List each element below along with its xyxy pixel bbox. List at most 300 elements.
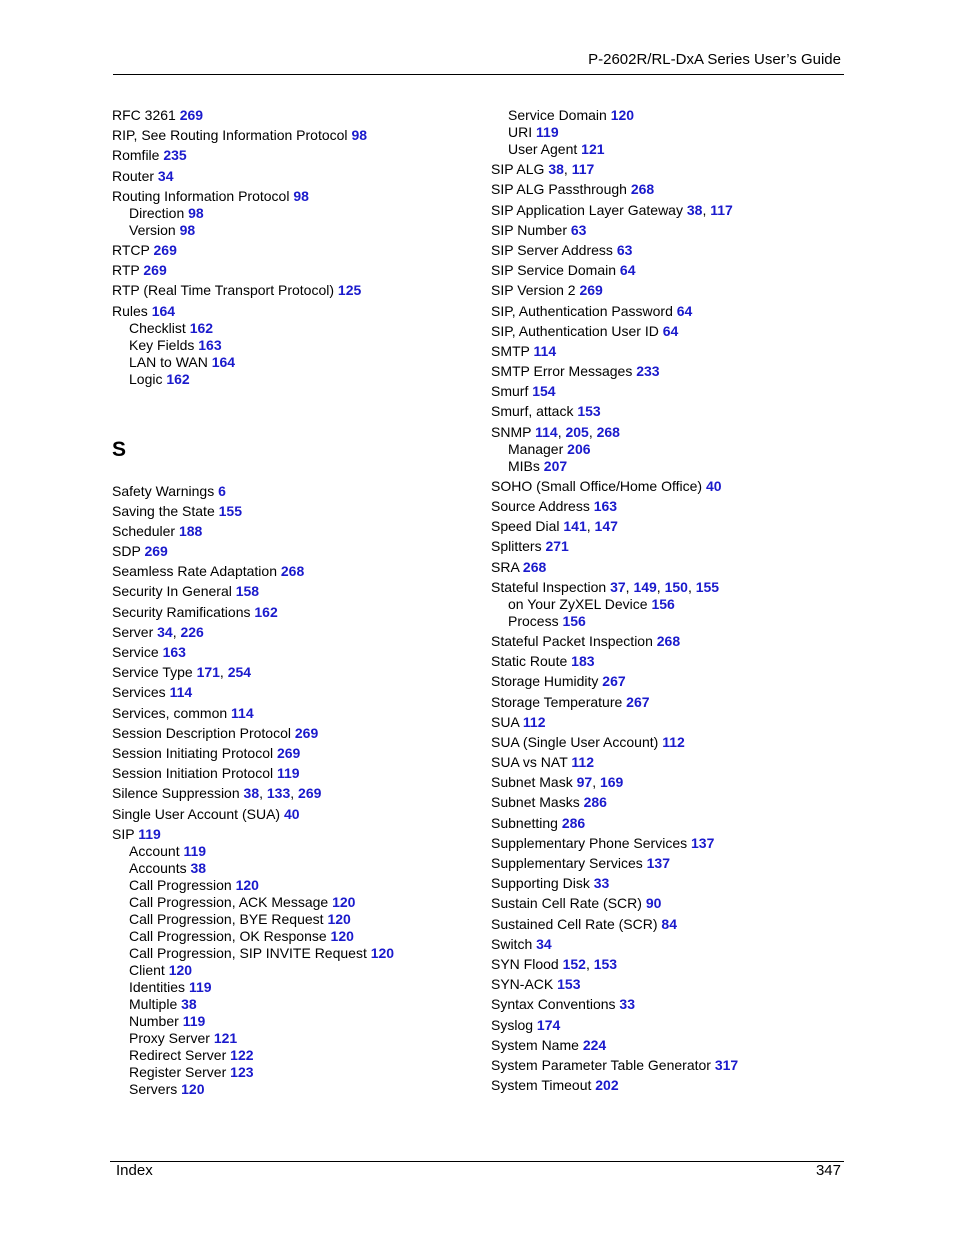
header-rule [113,74,844,75]
index-entry-stateful-inspection [491,579,851,596]
index-entry-supplementary-phone-services [491,835,851,852]
page-link[interactable]: 63 [616,241,633,258]
page-link[interactable]: 206 [567,440,591,457]
index-subentry-mibs [491,458,851,475]
index-subentry-on-your-zyxel-device [491,596,851,613]
index-entry-supporting-disk [491,875,851,892]
index-term: Scheduler [112,522,176,539]
page-link[interactable]: 149 [633,578,657,595]
page-link[interactable]: 271 [545,538,569,555]
index-entry-sip-version-2 [491,282,851,299]
index-term: Client [129,961,165,978]
index-term: SNMP [491,423,532,440]
footer-page-number: 347 [815,1162,841,1179]
page-link[interactable]: 267 [626,693,650,710]
index-entry-scheduler [112,523,472,540]
index-term: SIP [112,825,135,842]
page-link[interactable]: 121 [581,141,605,157]
page-link[interactable]: 207 [543,457,568,474]
page-separator: , [656,578,665,595]
page-link[interactable]: 38 [686,201,703,218]
page-link[interactable]: 34 [157,167,174,184]
page-link[interactable]: 33 [593,875,610,892]
page-link[interactable]: 162 [254,603,278,620]
index-subentry-client [112,962,472,979]
page-link[interactable]: 90 [645,895,662,912]
index-term: SIP, Authentication User ID [491,322,659,339]
page-link[interactable]: 117 [571,161,595,178]
index-entry-seamless-rate-adaptation [112,563,472,580]
page-separator: , [687,578,696,595]
index-subentry-process [491,613,851,630]
index-column-left [112,107,472,1098]
page-link[interactable]: 267 [602,673,626,690]
index-subentry-register-server [112,1064,472,1081]
index-entry-soho-small-office-home-office [491,478,851,495]
page-link[interactable]: 254 [227,664,252,681]
page-link[interactable]: 269 [144,543,168,560]
index-term: SIP Server Address [491,241,613,258]
index-term: SOHO (Small Office/Home Office) [491,477,703,494]
index-term: Silence Suppression [112,785,240,802]
index-entry-subnet-mask [491,774,851,791]
index-term: Splitters [491,538,542,555]
page-link[interactable]: 268 [656,632,681,649]
page-link[interactable]: 120 [235,876,259,893]
index-entry-source-address [491,498,851,515]
page-link[interactable]: 153 [557,976,581,993]
page-link[interactable]: 34 [536,935,552,952]
index-entry-sua-vs-nat [491,754,851,771]
page-link[interactable]: 120 [181,1080,205,1097]
index-term: Number [129,1012,179,1029]
index-term: Routing Information Protocol [112,187,290,204]
page-link[interactable]: 137 [691,834,715,851]
index-entry-storage-temperature [491,694,851,711]
page-link[interactable]: 269 [294,724,319,741]
index-term: Security In General [112,583,232,600]
page-link[interactable]: 119 [188,978,212,995]
page-link[interactable]: 98 [188,204,204,221]
page-link[interactable]: 188 [178,522,203,539]
index-term: Session Initiation Protocol [112,765,274,782]
index-subentry-call-progression-ok-response [112,928,472,945]
index-term: SIP Number [491,221,567,238]
page-link[interactable]: 268 [280,563,305,580]
page-link[interactable]: 112 [662,733,685,750]
index-entry-subnet-masks [491,794,851,811]
index-term: Service [112,644,159,660]
index-entry-service-type [112,664,472,681]
index-term: Call Progression [129,876,232,893]
page-link[interactable]: 154 [532,383,556,400]
index-entry-sustain-cell-rate-scr [491,895,851,912]
index-term: Router [112,167,155,184]
index-term: Supplementary Services [491,855,643,871]
page-link[interactable]: 120 [168,961,193,978]
index-subentry-call-progression-bye-request [112,911,472,928]
index-entry-service [112,644,472,661]
index-entry-sip [112,826,472,843]
page-link[interactable]: 155 [695,578,720,595]
index-term: Logic [129,370,163,387]
page-link[interactable]: 120 [327,910,351,927]
index-entry-sra [491,559,851,576]
index-term: Romfile [112,147,160,164]
page-link[interactable]: 235 [163,147,187,164]
index-term: RTP (Real Time Transport Protocol) [112,282,335,299]
index-term: Rules [112,302,148,319]
index-term: Subnetting [491,814,558,831]
page-link[interactable]: 269 [276,744,301,761]
page-link[interactable]: 268 [522,558,547,575]
page-link[interactable]: 269 [153,241,177,258]
page-separator: , [702,201,711,218]
index-entry-speed-dial [491,518,851,535]
page-link[interactable]: 162 [189,319,214,336]
index-term: SIP Version 2 [491,282,576,299]
running-header-title: P-2602R/RL-DxA Series User’s Guide [588,51,841,68]
index-term: RTP [112,262,140,279]
index-subentry-redirect-server [112,1047,472,1064]
index-entry-syntax-conventions [491,996,851,1013]
index-entry-server [112,624,472,641]
index-term: SMTP [491,342,530,359]
index-entry-stateful-packet-inspection [491,633,851,650]
index-term: SUA (Single User Account) [491,733,659,750]
page-link[interactable]: 119 [138,825,161,842]
page-link[interactable]: 153 [593,955,618,972]
index-entry-sustained-cell-rate-scr [491,916,851,933]
index-term: Services, common [112,704,228,721]
page-link[interactable]: 120 [610,107,635,123]
index-term: Syslog [491,1016,534,1033]
index-entry-session-description-protocol [112,725,472,742]
page-link[interactable]: 169 [599,774,624,791]
index-entry-system-parameter-table-generator [491,1057,851,1074]
index-entry-supplementary-services [491,855,851,872]
index-entry-safety-warnings [112,483,472,500]
index-subentry-call-progression [112,877,472,894]
index-entry-smtp-error-messages [491,363,851,380]
index-term: Call Progression, BYE Request [129,910,324,927]
index-entry-splitters [491,538,851,555]
page-link[interactable]: 114 [231,704,254,721]
index-entry-sua [491,714,851,731]
index-entry-sua-single-user-account [491,734,851,751]
index-term: Manager [508,440,564,457]
index-entry-rules [112,303,472,320]
page-link[interactable]: 119 [536,124,559,140]
page-link[interactable]: 120 [370,944,395,961]
page-link[interactable]: 38 [548,161,564,178]
page-link[interactable]: 122 [230,1046,254,1063]
index-entry-session-initiation-protocol [112,765,472,782]
index-subentry-user-agent [491,141,851,158]
page-link[interactable]: 125 [337,282,362,299]
index-entry-services-common [112,705,472,722]
index-term: SIP Application Layer Gateway [491,201,683,218]
index-subentry-proxy-server [112,1030,472,1047]
page-separator: , [592,774,600,791]
index-subentry-call-progression-ack-message [112,894,472,911]
page-link[interactable]: 133 [266,785,291,802]
page-link[interactable]: 97 [576,774,593,791]
page-separator: , [588,423,597,440]
index-subentry-multiple [112,996,472,1013]
index-term: Session Initiating Protocol [112,744,274,761]
index-entry-smtp [491,343,851,360]
index-term: System Timeout [491,1077,592,1094]
index-term: SIP Service Domain [491,262,617,279]
page-link[interactable]: 137 [646,855,670,871]
page-link[interactable]: 226 [180,623,204,640]
index-term: Call Progression, SIP INVITE Request [129,944,367,961]
page-link[interactable]: 114 [535,423,558,440]
index-subentry-accounts [112,860,472,877]
index-entry-snmp [491,424,851,441]
page-link[interactable]: 34 [157,623,173,640]
page-link[interactable]: 117 [710,201,733,218]
index-term: SYN Flood [491,955,559,972]
index-term: Multiple [129,995,178,1012]
page-link[interactable]: 164 [151,302,176,319]
page-link[interactable]: 153 [577,403,601,420]
page-separator: , [563,161,572,178]
index-entry-session-initiating-protocol [112,745,472,762]
index-term: Speed Dial [491,518,560,535]
index-entry-smurf [491,383,851,400]
page-link[interactable]: 150 [664,578,688,595]
index-term: RFC 3261 [112,107,176,123]
index-entry-storage-humidity [491,673,851,690]
index-term: SIP, Authentication Password [491,302,673,319]
index-entry-sip-alg-passthrough [491,181,851,198]
index-entry-rfc-3261 [112,107,472,124]
index-term: Version [129,221,176,238]
page-link[interactable]: 171 [196,664,220,681]
index-subentry-version [112,222,472,239]
page-link[interactable]: 33 [619,996,635,1013]
page-link[interactable]: 233 [636,363,660,380]
page-link[interactable]: 163 [198,336,222,353]
index-term: Session Description Protocol [112,724,291,741]
index-term: SYN-ACK [491,976,554,993]
page-separator: , [585,955,594,972]
index-entry-syn-flood [491,956,851,973]
page-link[interactable]: 164 [211,353,236,370]
page-separator: , [290,785,299,802]
index-entry-rtp [112,262,472,279]
page-link[interactable]: 156 [651,595,675,612]
index-term: Switch [491,935,533,952]
page-link[interactable]: 123 [230,1063,254,1080]
page-link[interactable]: 64 [619,262,636,279]
index-entry-syslog [491,1017,851,1034]
index-term: Services [112,684,166,701]
index-entry-router [112,168,472,185]
page-link[interactable]: 40 [705,477,722,494]
index-term: Storage Humidity [491,673,599,690]
index-term: Storage Temperature [491,693,623,710]
index-term: Single User Account (SUA) [112,805,281,822]
page-link[interactable]: 202 [595,1077,619,1094]
page-link[interactable]: 286 [583,794,607,811]
index-entry-system-name [491,1037,851,1054]
index-term: Accounts [129,859,187,876]
page-link[interactable]: 64 [662,322,679,339]
page-link[interactable]: 119 [183,842,207,859]
page-link[interactable]: 114 [533,342,557,359]
index-term: Identities [129,978,186,995]
index-subentry-key-fields [112,337,472,354]
index-term: SIP ALG Passthrough [491,181,627,198]
index-subentry-lan-to-wan [112,354,472,371]
index-entry-rip-see-routing-information-protocol [112,127,472,144]
index-term: RIP, See Routing Information Protocol [112,127,348,144]
index-term: SIP ALG [491,161,545,178]
page-link[interactable]: 152 [562,955,586,972]
page-separator: , [219,664,228,681]
page-link[interactable]: 269 [143,262,167,279]
page-link[interactable]: 114 [169,684,193,701]
index-term: Smurf, attack [491,403,574,420]
index-term: Register Server [129,1063,227,1080]
page-link[interactable]: 98 [293,187,309,204]
index-term: Direction [129,204,185,221]
index-term: Supplementary Phone Services [491,834,688,851]
footer-rule [110,1161,844,1162]
page-separator: , [625,578,634,595]
index-term: Sustain Cell Rate (SCR) [491,895,642,912]
page-separator: , [172,623,181,640]
page-link[interactable]: 286 [561,814,586,831]
page-link[interactable]: 121 [213,1029,238,1046]
index-term: Server [112,623,154,640]
index-term: Seamless Rate Adaptation [112,563,277,580]
index-entry-sip-authentication-password [491,303,851,320]
page-link[interactable]: 64 [676,302,693,319]
index-term: Safety Warnings [112,482,215,499]
page-link[interactable]: 158 [235,583,260,600]
index-subentry-servers [112,1081,472,1098]
index-entry-sip-number [491,222,851,239]
index-term: Redirect Server [129,1046,227,1063]
index-term: SMTP Error Messages [491,363,633,380]
index-entry-security-ramifications [112,604,472,621]
index-subentry-logic [112,371,472,388]
index-subentry-number [112,1013,472,1030]
index-subentry-manager [491,441,851,458]
index-entry-rtp-real-time-transport-protocol [112,282,472,299]
page-link[interactable]: 40 [283,805,300,822]
index-term: Proxy Server [129,1029,210,1046]
index-entry-sdp [112,543,472,560]
index-entry-sip-alg [491,161,851,178]
page-link[interactable]: 141 [563,518,587,535]
index-term: Stateful Inspection [491,578,607,595]
page-link[interactable]: 84 [661,915,677,932]
index-term: Saving the State [112,502,215,519]
index-term: SUA vs NAT [491,754,568,771]
page-link[interactable]: 156 [562,612,586,629]
page-link[interactable]: 98 [179,221,196,238]
index-term: SDP [112,543,141,560]
index-term: Security Ramifications [112,603,251,620]
page-link[interactable]: 317 [714,1056,739,1073]
index-term: on Your ZyXEL Device [508,595,648,612]
page-link[interactable]: 269 [579,282,603,299]
index-term: Smurf [491,383,529,400]
page-link[interactable]: 268 [630,181,655,198]
index-entry-rtcp [112,242,472,259]
index-entry-subnetting [491,815,851,832]
page-link[interactable]: 147 [594,518,618,535]
index-term: Call Progression, ACK Message [129,893,329,910]
page-link[interactable]: 112 [571,754,594,771]
index-column-right [491,107,851,1094]
index-entry-sip-service-domain [491,262,851,279]
page-separator: , [259,785,267,802]
page-link[interactable]: 163 [162,644,186,660]
page-link[interactable]: 162 [166,370,190,387]
index-entry-services [112,684,472,701]
index-entry-smurf-attack [491,403,851,420]
page-separator: , [586,518,595,535]
page-link[interactable]: 120 [330,927,354,944]
index-subentry-call-progression-sip-invite-request [112,945,472,962]
index-term: Process [508,612,559,629]
index-subentry-account [112,843,472,860]
page-link[interactable]: 38 [181,995,197,1012]
index-term: System Name [491,1036,579,1053]
index-subentry-identities [112,979,472,996]
page-link[interactable]: 38 [190,859,207,876]
index-entry-static-route [491,653,851,670]
index-subentry-uri [491,124,851,141]
index-term: System Parameter Table Generator [491,1056,711,1073]
page-link[interactable]: 174 [536,1016,561,1033]
page-link[interactable]: 63 [570,221,587,238]
page-link[interactable]: 224 [582,1036,607,1053]
index-entry-romfile [112,147,472,164]
page-link[interactable]: 37 [610,578,626,595]
index-term: Syntax Conventions [491,996,616,1013]
index-term: Static Route [491,653,568,670]
index-term: SUA [491,713,520,730]
page-link[interactable]: 205 [565,423,589,440]
page-link[interactable]: 155 [218,502,242,519]
page-link[interactable]: 38 [243,785,260,802]
page-link[interactable]: 112 [522,713,546,730]
page-link[interactable]: 119 [276,765,300,782]
page-link[interactable]: 163 [593,498,618,514]
page-link[interactable]: 183 [571,653,595,670]
index-subentry-checklist [112,320,472,337]
index-subentry-direction [112,205,472,222]
section-letter-heading: S [112,437,127,461]
index-term: MIBs [508,457,540,474]
page-link[interactable]: 6 [218,482,226,499]
page-link[interactable]: 98 [351,127,368,144]
page-link[interactable]: 120 [332,893,356,910]
page-link[interactable]: 269 [298,785,322,802]
page-link[interactable]: 269 [179,107,204,123]
page-link[interactable]: 119 [182,1012,206,1029]
index-term: Subnet Masks [491,794,580,811]
page-link[interactable]: 268 [596,423,620,440]
page-separator: , [557,423,566,440]
